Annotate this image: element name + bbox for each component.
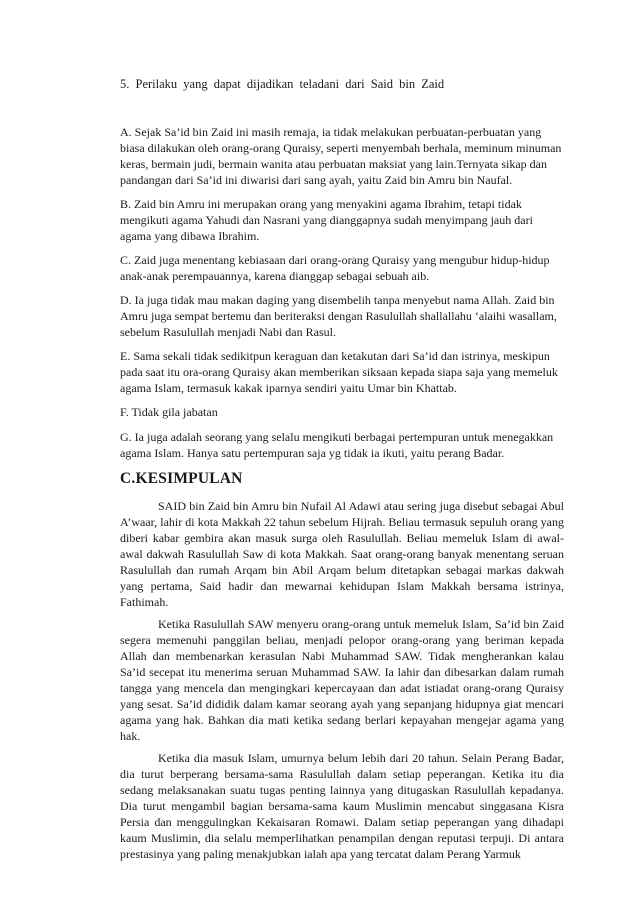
conclusion-paragraph-2: Ketika Rasulullah SAW menyeru orang-orang untuk memeluk Islam, Sa’id bin Zaid segera memenuhi panggilan beliau, menjadi pelopor orang-orang yang beriman kepada Allah dan membenarkan kerasulan Nabi Muhammad SAW. Tidak mengherankan kalau Sa’id secepat itu menerima seruan Muhammad SAW. Ia lahir dan dibesarkan dalam rumah tangga yang mencela dan mengingkari kepercayaan dan adat istiadat orang-orang Quraisy yang sesat. Sa’id dididik dalam kamar seorang ayah yang sepanjang hidupnya giat mencari agama yang hak. Bahkan dia mati ketika sedang berlari kepayahan mengejar agama yang hak. xyxy=(120,617,564,743)
list-item-f: F. Tidak gila jabatan xyxy=(120,405,218,419)
conclusion-body xyxy=(120,498,564,868)
section-heading-5: 5. Perilaku yang dapat dijadikan teladani dari Said bin Zaid xyxy=(120,77,445,91)
list-item-d: D. Ia juga tidak mau makan daging yang disembelih tanpa menyebut nama Allah. Zaid bin Amru juga sempat bertemu dan beriteraksi dengan Rasulullah shallallahu ‘alaihi wasallam, sebelum Rasulullah menjadi Nabi dan Rasul. xyxy=(120,293,557,339)
behavior-list xyxy=(120,124,564,469)
list-item-b: B. Zaid bin Amru ini merupakan orang yang menyakini agama Ibrahim, tetapi tidak mengikuti agama Yahudi dan Nasrani yang dianggapnya sudah menyimpang jauh dari agama yang dibawa Ibrahim. xyxy=(120,197,533,243)
conclusion-paragraph-3: Ketika dia masuk Islam, umurnya belum lebih dari 20 tahun. Selain Perang Badar, dia turut berperang bersama-sama Rasulullah dalam setiap peperangan. Ketika itu dia sedang melaksanakan suatu tugas penting lainnya yang ditugaskan Rasulullah kepadanya. Dia turut mengambil bagian bersama-sama kaum Muslimin mencabut singgasana Kisra Persia dan menggulingkan Kekaisaran Romawi. Dalam setiap peperangan yang dihadapi kaum Muslimin, dia selalu memperlihatkan penampilan dengan reputasi terpuji. Di antara prestasinya yang paling menakjubkan ialah apa yang tercatat dalam Perang Yarmuk xyxy=(120,751,564,861)
list-item-a: A. Sejak Sa’id bin Zaid ini masih remaja, ia tidak melakukan perbuatan-perbuatan yang biasa dilakukan oleh orang-orang Quraisy, seperti menyembah berhala, meminum minuman keras, bermain judi, bermain wanita atau perbuatan maksiat yang lain.Ternyata sikap dan pandangan dari Sa’id ini diwarisi dari sang ayah, yaitu Zaid bin Amru bin Naufal. xyxy=(120,125,562,187)
list-item-c: C. Zaid juga menentang kebiasaan dari orang-orang Quraisy yang mengubur hidup-hidup anak-anak perempauannya, karena dianggap sebagai sebuah aib. xyxy=(120,253,550,283)
conclusion-title: C.KESIMPULAN xyxy=(120,470,243,487)
list-item-g: G. Ia juga adalah seorang yang selalu mengikuti berbagai pertempuran untuk menegakkan agama Islam. Hanya satu pertempuran saja yg tidak ia ikuti, yaitu perang Badar. xyxy=(120,430,554,460)
conclusion-paragraph-1: SAID bin Zaid bin Amru bin Nufail Al Adawi atau sering juga disebut sebagai Abul A’waar, lahir di kota Makkah 22 tahun sebelum Hijrah. Beliau termasuk sepuluh orang yang diberi kabar gembira akan masuk surga oleh Rasulullah. Beliau memeluk Islam di awal-awal dakwah Rasulullah Saw di kota Makkah. Saat orang-orang banyak menentang seruan Rasulullah dan rumah Arqam bin Abil Arqam belum ditetapkan sebagai markas dakwah yang pertama, Said hadir dan mewarnai kehidupan Islam Makkah bersama istrinya, Fathimah. xyxy=(120,499,564,609)
list-item-e: E. Sama sekali tidak sedikitpun keraguan dan ketakutan dari Sa’id dan istrinya, meskipun pada saat itu ora-orang Quraisy akan memberikan siksaan kepada siapa saja yang memeluk agama Islam, termasuk kakak iparnya sendiri yaitu Umar bin Khattab. xyxy=(120,349,558,395)
